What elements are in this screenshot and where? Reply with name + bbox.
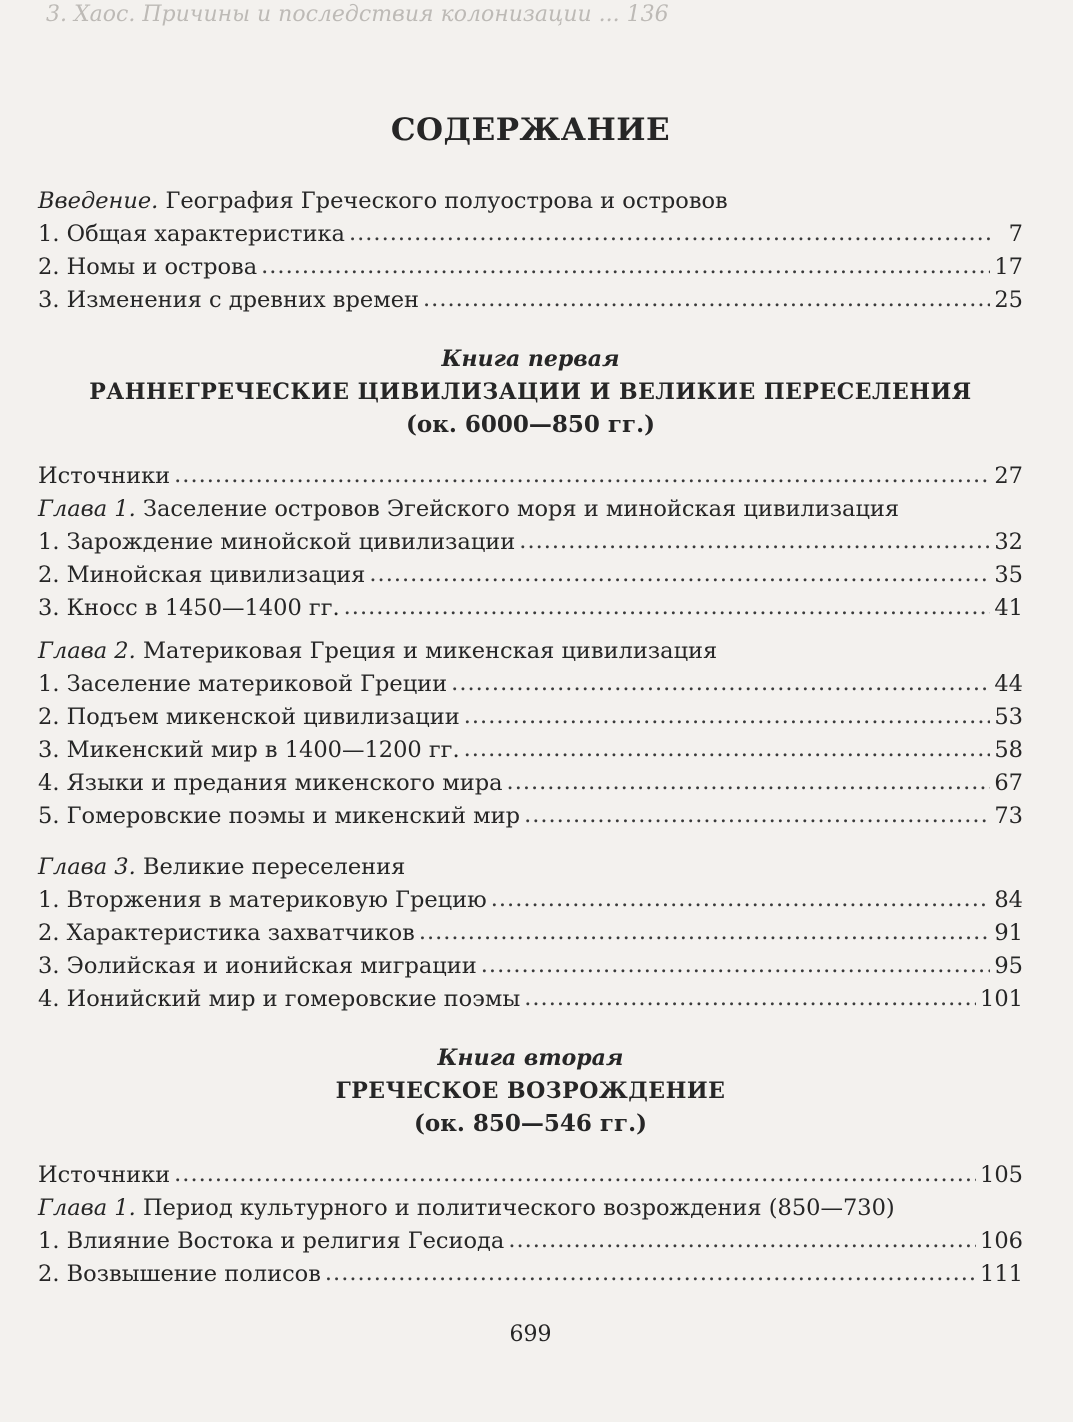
dot-leader	[423, 283, 990, 316]
chapter-title: Материковая Греция и микенская цивилизация	[142, 638, 718, 664]
book-title: РАННЕГРЕЧЕСКИЕ ЦИВИЛИЗАЦИИ И ВЕЛИКИЕ ПЕРЕСЕЛЕНИЯ	[89, 379, 972, 405]
toc-entry	[38, 668, 1023, 701]
dot-leader	[508, 1224, 976, 1257]
entry-page: 101	[980, 986, 1023, 1012]
chapter-title: Великие переселения	[142, 854, 406, 880]
entry-title: 1. Общая характеристика	[38, 221, 345, 247]
chapter-title: Период культурного и политического возрождения (850—730)	[142, 1195, 895, 1221]
toc-entry	[38, 526, 1023, 559]
entry-page: 111	[980, 1261, 1023, 1287]
entry-page: 84	[994, 887, 1023, 913]
entry-page: 53	[994, 704, 1023, 730]
intro-heading	[38, 185, 1023, 218]
entry-title: 3. Микенский мир в 1400—1200 гг.	[38, 737, 460, 763]
dot-leader	[174, 459, 990, 492]
entry-title: 2. Минойская цивилизация	[38, 562, 366, 588]
toc-entry	[38, 1225, 1023, 1258]
table-of-contents	[38, 185, 1023, 1291]
toc-entry	[38, 767, 1023, 800]
bleed-through-header: 3. Хаос. Причины и последствия колонизации ... 136	[46, 2, 669, 27]
entry-page: 73	[994, 803, 1023, 829]
entry-title: 2. Номы и острова	[38, 254, 258, 280]
dot-leader	[507, 766, 991, 799]
toc-entry	[38, 1258, 1023, 1291]
entry-title: 2. Характеристика захватчиков	[38, 920, 415, 946]
book-label: Книга вторая	[437, 1045, 624, 1071]
dot-leader	[451, 667, 990, 700]
entry-title: 1. Заселение материковой Греции	[38, 671, 448, 697]
toc-entry	[38, 592, 1023, 625]
entry-title: 3. Изменения с древних времен	[38, 287, 420, 313]
chapter-label: Глава 1.	[38, 1195, 136, 1221]
entry-page: 106	[980, 1228, 1023, 1254]
toc-entry	[38, 917, 1023, 950]
dot-leader	[261, 250, 990, 283]
toc-entry	[38, 218, 1023, 251]
book-title: ГРЕЧЕСКОЕ ВОЗРОЖДЕНИЕ	[335, 1078, 726, 1104]
dot-leader	[524, 799, 990, 832]
entry-page: 32	[994, 529, 1023, 555]
intro-label: Введение.	[38, 188, 159, 214]
entry-page: 67	[994, 770, 1023, 796]
toc-entry	[38, 284, 1023, 317]
entry-page: 58	[994, 737, 1023, 763]
entry-page: 17	[994, 254, 1023, 280]
chapter-heading	[38, 493, 1023, 526]
dot-leader	[491, 883, 991, 916]
page-number: 699	[509, 1322, 552, 1347]
dot-leader	[369, 558, 990, 591]
toc-entry	[38, 559, 1023, 592]
intro-title: География Греческого полуострова и островов	[165, 188, 728, 214]
entry-title: 1. Зарождение минойской цивилизации	[38, 529, 516, 555]
dot-leader	[464, 733, 991, 766]
entry-title: 1. Влияние Востока и религия Гесиода	[38, 1228, 505, 1254]
toc-entry	[38, 251, 1023, 284]
entry-page: 25	[994, 287, 1023, 313]
toc-entry	[38, 701, 1023, 734]
dot-leader	[174, 1158, 976, 1191]
chapter-heading	[38, 1192, 1023, 1225]
dot-leader	[519, 525, 990, 558]
page-title: СОДЕРЖАНИЕ	[390, 112, 671, 148]
entry-page: 35	[994, 562, 1023, 588]
entry-title: 3. Эолийская и ионийская миграции	[38, 953, 477, 979]
toc-entry	[38, 800, 1023, 833]
dot-leader	[524, 982, 976, 1015]
toc-entry	[38, 734, 1023, 767]
chapter-label: Глава 1.	[38, 496, 136, 522]
toc-entry-sources	[38, 1159, 1023, 1192]
entry-page: 95	[994, 953, 1023, 979]
entry-page: 7	[1008, 221, 1023, 247]
entry-title: Источники	[38, 463, 171, 489]
entry-title: 2. Возвышение полисов	[38, 1261, 321, 1287]
book-period: (ок. 850—546 гг.)	[414, 1110, 647, 1137]
toc-entry	[38, 950, 1023, 983]
chapter-label: Глава 3.	[38, 854, 136, 880]
entry-title: 4. Ионийский мир и гомеровские поэмы	[38, 986, 521, 1012]
dot-leader	[325, 1257, 976, 1290]
book-label: Книга первая	[441, 346, 620, 372]
dot-leader	[481, 949, 991, 982]
entry-page: 105	[980, 1162, 1023, 1188]
entry-title: 4. Языки и предания микенского мира	[38, 770, 503, 796]
dot-leader	[419, 916, 991, 949]
book-period: (ок. 6000—850 гг.)	[406, 411, 655, 438]
chapter-heading	[38, 635, 1023, 668]
chapter-title: Заселение островов Эгейского моря и минойская цивилизация	[142, 496, 900, 522]
dot-leader	[349, 217, 991, 250]
toc-page	[38, 0, 1023, 1422]
entry-title: Источники	[38, 1162, 171, 1188]
entry-page: 41	[994, 595, 1023, 621]
entry-title: 5. Гомеровские поэмы и микенский мир	[38, 803, 521, 829]
toc-entry-sources	[38, 460, 1023, 493]
toc-entry	[38, 983, 1023, 1016]
dot-leader	[464, 700, 991, 733]
entry-page: 27	[994, 463, 1023, 489]
chapter-heading	[38, 851, 1023, 884]
dot-leader	[344, 591, 991, 624]
entry-title: 3. Кносс в 1450—1400 гг.	[38, 595, 340, 621]
entry-title: 2. Подъем микенской цивилизации	[38, 704, 460, 730]
entry-page: 44	[994, 671, 1023, 697]
toc-entry	[38, 884, 1023, 917]
chapter-label: Глава 2.	[38, 638, 136, 664]
entry-page: 91	[994, 920, 1023, 946]
entry-title: 1. Вторжения в материковую Грецию	[38, 887, 487, 913]
